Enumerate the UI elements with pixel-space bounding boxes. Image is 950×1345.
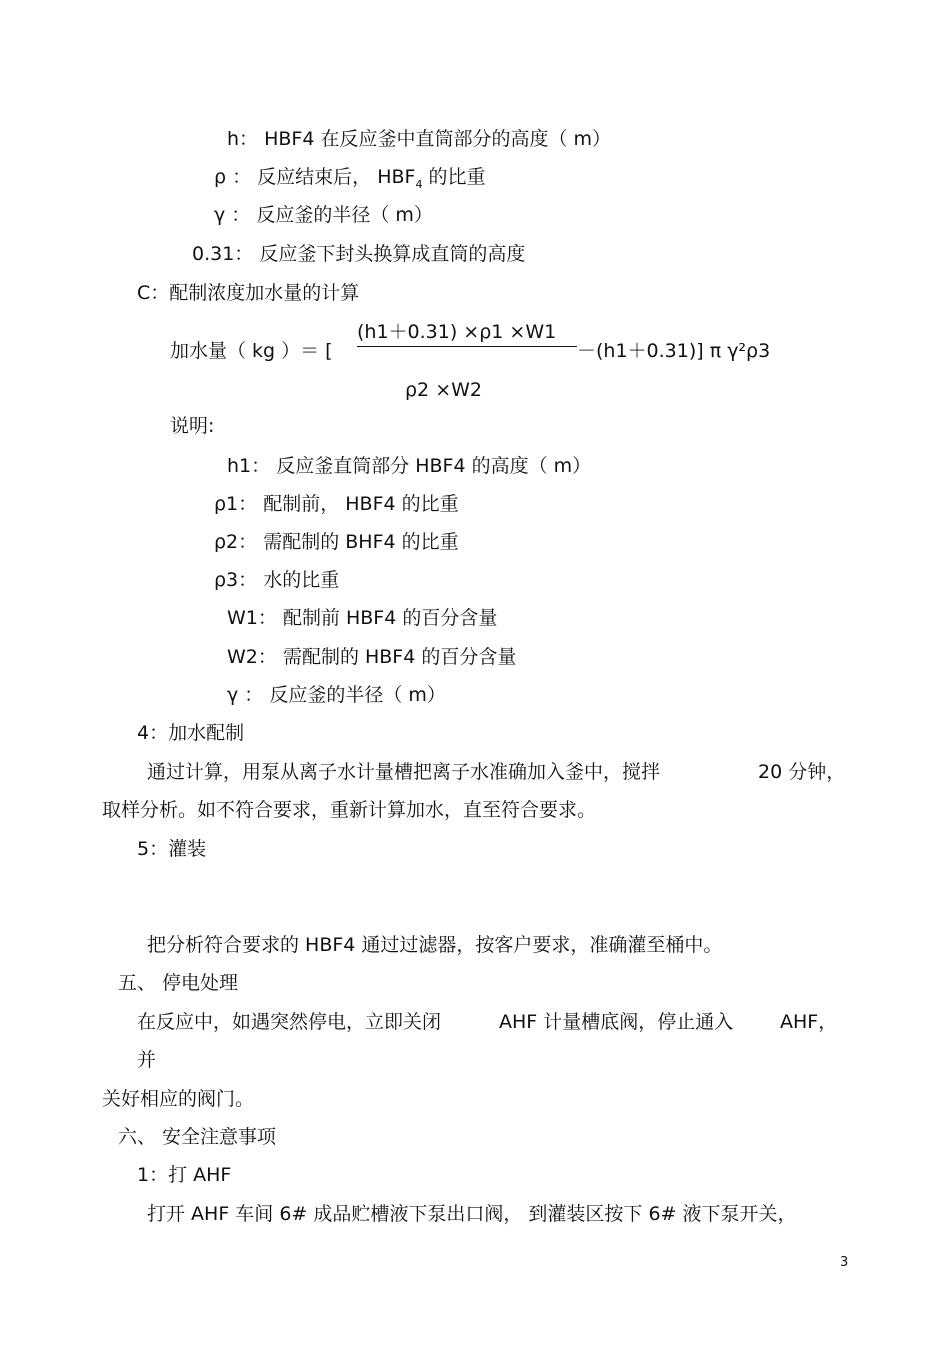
- def-h: h： HBF4 在反应釜中直筒部分的高度（ m）: [227, 128, 612, 150]
- def-rho: ρ ： 反应结束后， $HBF_4$ 的比重: [214, 166, 486, 191]
- def-rho2: ρ2： 需配制的 BHF4 的比重: [214, 531, 459, 553]
- step5-title: 5：灌装: [137, 838, 207, 860]
- section5-line1: 在反应中，如遇突然停电，立即关闭: [137, 1011, 442, 1033]
- section5-line1-mid: AHF 计量槽底阀，停止通入: [499, 1011, 734, 1033]
- fraction-bar: [357, 346, 577, 347]
- def-w2: W2： 需配制的 HBF4 的百分含量: [227, 646, 517, 668]
- section5-line1-tail: AHF，: [780, 1011, 838, 1033]
- step4-line1: 通过计算，用泵从离子水计量槽把离子水准确加入釜中，搅拌: [147, 761, 661, 783]
- formula-numerator: (h1＋0.31) ×ρ1 ×W1: [357, 321, 557, 343]
- step4-title: 4：加水配制: [137, 722, 245, 744]
- def-gamma: γ ： 反应釜的半径（ m）: [214, 204, 433, 226]
- page-number: 3: [840, 1255, 849, 1270]
- formula-denominator: ρ2 ×W2: [405, 379, 482, 401]
- step4-line2: 取样分析。如不符合要求，重新计算加水，直至符合要求。: [102, 799, 597, 821]
- step5-text: 把分析符合要求的 HBF4 通过过滤器，按客户要求，准确灌至桶中。: [147, 934, 723, 956]
- formula-rhs: －(h1＋0.31)] π γ²ρ3: [577, 340, 771, 362]
- section5-line3: 关好相应的阀门。: [102, 1088, 255, 1110]
- section5-line2: 并: [137, 1049, 157, 1071]
- def-gamma-2: γ ： 反应釜的半径（ m）: [227, 684, 446, 706]
- section6-title: 六、 安全注意事项: [118, 1126, 277, 1148]
- step4-line1-tail: 20 分钟，: [758, 761, 846, 783]
- section6-item1-title: 1：打 AHF: [137, 1164, 232, 1186]
- section5-title: 五、 停电处理: [118, 972, 239, 994]
- explain-label: 说明:: [170, 415, 215, 437]
- def-h1: h1： 反应釜直筒部分 HBF4 的高度（ m）: [227, 455, 592, 477]
- def-rho3: ρ3： 水的比重: [214, 569, 340, 591]
- def-w1: W1： 配制前 HBF4 的百分含量: [227, 607, 498, 629]
- def-rho1: ρ1： 配制前， HBF4 的比重: [214, 493, 459, 515]
- section-c-title: C：配制浓度加水量的计算: [137, 282, 360, 304]
- formula-lhs: 加水量（ kg ）＝ [: [170, 340, 333, 362]
- def-031: 0.31： 反应釜下封头换算成直筒的高度: [192, 243, 526, 265]
- section6-item1-line1: 打开 AHF 车间 6# 成品贮槽液下泵出口阀， 到灌装区按下 6# 液下泵开关，: [147, 1203, 797, 1225]
